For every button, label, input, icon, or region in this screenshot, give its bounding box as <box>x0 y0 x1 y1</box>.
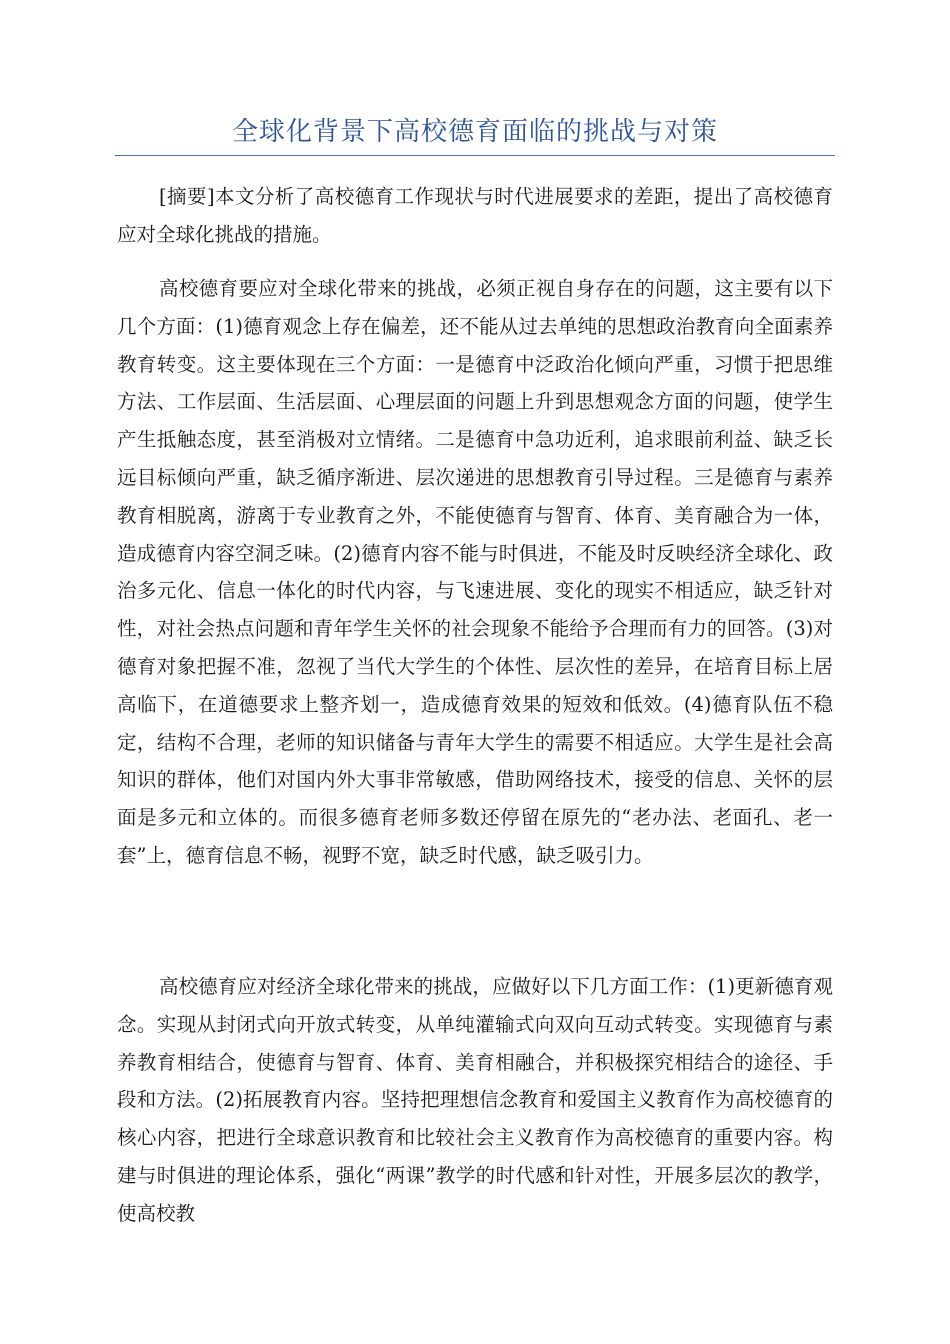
title-underline <box>115 155 835 156</box>
body-paragraph-1: 高校德育要应对全球化带来的挑战，必须正视自身存在的问题，这主要有以下几个方面：(1)德育观念上存在偏差，还不能从过去单纯的思想政治教育向全面素养教育转变。这主要体现在三个方面：一是德育中泛政治化倾向严重，习惯于把思维方法、工作层面、生活层面、心理层面的问题上升到思想观念方面的问题，使学生产生抵触态度，甚至消极对立情绪。二是德育中急功近利，追求眼前利益、缺乏长远目标倾向严重，缺乏循序渐进、层次递进的思想教育引导过程。三是德育与素养教育相脱离，游离于专业教育之外，不能使德育与智育、体育、美育融合为一体，造成德育内容空洞乏味。(2)德育内容不能与时俱进，不能及时反映经济全球化、政治多元化、信息一体化的时代内容，与飞速进展、变化的现实不相适应，缺乏针对性，对社会热点问题和青年学生关怀的社会现象不能给予合理而有力的回答。(3)对德育对象把握不准，忽视了当代大学生的个体性、层次性的差异，在培育目标上居高临下，在道德要求上整齐划一，造成德育效果的短效和低效。(4)德育队伍不稳定，结构不合理，老师的知识储备与青年大学生的需要不相适应。大学生是社会高知识的群体，他们对国内外大事非常敏感，借助网络技术，接受的信息、关怀的层面是多元和立体的。而很多德育老师多数还停留在原先的“老办法、老面孔、老一套”上，德育信息不畅，视野不宽，缺乏时代感，缺乏吸引力。 <box>117 277 833 867</box>
abstract-paragraph: [摘要]本文分析了高校德育工作现状与时代进展要求的差距，提出了高校德育应对全球化挑战的措施。 <box>117 185 833 246</box>
body-paragraph-2: 高校德育应对经济全球化带来的挑战，应做好以下几方面工作：(1)更新德育观念。实现从封闭式向开放式转变，从单纯灌输式向双向互动式转变。实现德育与素养教育相结合，使德育与智育、体育、美育相融合，并积极探究相结合的途径、手段和方法。(2)拓展教育内容。坚持把理想信念教育和爱国主义教育作为高校德育的核心内容，把进行全球意识教育和比较社会主义教育作为高校德育的重要内容。构建与时俱进的理论体系，强化“两课”教学的时代感和针对性，开展多层次的教学，使高校教 <box>117 975 833 1225</box>
page-title: 全球化背景下高校德育面临的挑战与对策 <box>231 117 718 147</box>
